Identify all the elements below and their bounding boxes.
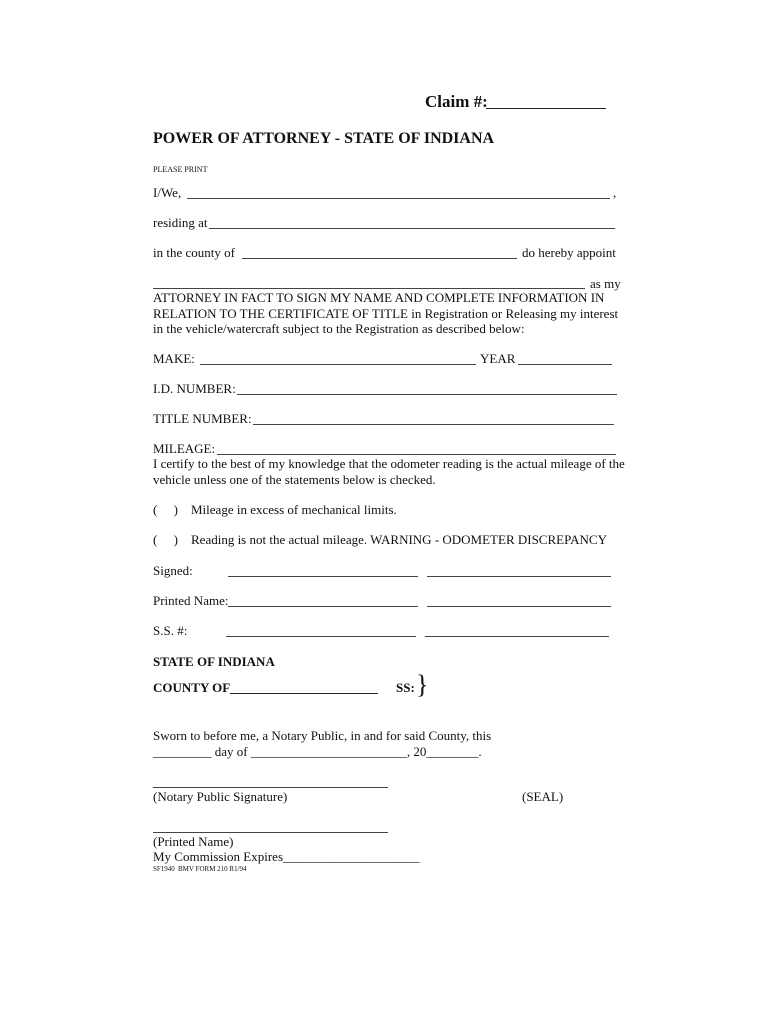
brace-mark: }	[416, 670, 429, 699]
check-text-not-actual: Reading is not the actual mileage. WARNING - ODOMETER DISCREPANCY	[191, 532, 607, 547]
state-of-indiana-heading: STATE OF INDIANA	[153, 654, 275, 669]
year-blank[interactable]: ________.	[426, 744, 482, 759]
printed-name-field-2[interactable]	[427, 606, 611, 607]
iwe-name-field[interactable]	[187, 198, 610, 199]
notary-printed-name-field[interactable]	[153, 832, 388, 833]
title-number-field[interactable]	[253, 424, 614, 425]
title-number-label: TITLE NUMBER:	[153, 411, 252, 426]
residence-field[interactable]	[209, 228, 615, 229]
ss-number-label: S.S. #:	[153, 623, 188, 638]
comma-20-label: , 20	[406, 744, 427, 759]
id-number-label: I.D. NUMBER:	[153, 381, 236, 396]
id-number-field[interactable]	[237, 394, 617, 395]
iwe-label: I/We,	[153, 185, 182, 200]
claim-label: Claim #:	[425, 92, 488, 111]
commission-expires-blank[interactable]: _____________________	[283, 849, 420, 864]
make-label: MAKE:	[153, 351, 195, 366]
certify-line-2: vehicle unless one of the statements below is checked.	[153, 471, 436, 487]
check-text-mileage-excess: Mileage in excess of mechanical limits.	[191, 502, 397, 517]
seal-label: (SEAL)	[522, 789, 564, 804]
form-code: SF1940	[153, 865, 175, 873]
attorney-line-3: in the vehicle/watercraft subject to the Registration as described below:	[153, 321, 525, 336]
form-name: BMV FORM 210 R1/94	[178, 865, 247, 873]
iwe-comma: ,	[613, 185, 617, 200]
signature-field-1[interactable]	[228, 576, 418, 577]
attorney-line-1: ATTORNEY IN FACT TO SIGN MY NAME AND COMPLETE INFORMATION IN	[153, 290, 605, 305]
year-label: YEAR	[480, 351, 516, 366]
form-title: POWER OF ATTORNEY - STATE OF INDIANA	[153, 130, 495, 147]
sworn-date-line	[153, 744, 482, 760]
county-field[interactable]	[242, 258, 517, 259]
signature-field-2[interactable]	[427, 576, 611, 577]
as-my-label: as my	[590, 276, 621, 291]
signed-label: Signed:	[153, 563, 193, 578]
notary-county-field[interactable]	[230, 693, 378, 694]
commission-expires-label: My Commission Expires	[153, 849, 284, 864]
please-print-note: PLEASE PRINT	[153, 165, 208, 174]
notary-signature-field[interactable]	[153, 787, 388, 788]
county-of-heading: COUNTY OF	[153, 680, 231, 695]
make-field[interactable]	[200, 364, 476, 365]
notary-signature-caption: (Notary Public Signature)	[153, 789, 288, 804]
printed-name-caption: (Printed Name)	[153, 834, 234, 849]
mileage-field[interactable]	[217, 454, 616, 455]
sworn-statement: Sworn to before me, a Notary Public, in and for said County, this	[153, 728, 492, 743]
ss-number-field-2[interactable]	[425, 636, 609, 637]
day-blank[interactable]: _________	[153, 744, 212, 759]
ss-label: SS:	[396, 680, 415, 695]
attorney-name-field[interactable]	[153, 288, 585, 289]
month-blank[interactable]: ________________________	[250, 744, 407, 759]
certify-line-1: I certify to the best of my knowledge that the odometer reading is the actual mileage of the	[153, 456, 625, 471]
county-of-label: in the county of	[153, 245, 235, 260]
printed-name-label: Printed Name:	[153, 593, 229, 608]
mileage-label: MILEAGE:	[153, 441, 216, 456]
year-field[interactable]	[518, 364, 612, 365]
commission-expires-line	[153, 849, 420, 865]
residing-at-label: residing at	[153, 215, 208, 230]
day-of-label: day of	[214, 744, 248, 759]
check-box-not-actual[interactable]: ( )	[153, 532, 178, 547]
certify-paragraph	[153, 456, 625, 487]
attorney-paragraph	[153, 290, 618, 337]
check-box-mileage-excess[interactable]: ( )	[153, 502, 178, 517]
appoint-label: do hereby appoint	[522, 245, 616, 260]
printed-name-field-1[interactable]	[228, 606, 418, 607]
claim-number-field[interactable]	[486, 108, 606, 109]
ss-number-field-1[interactable]	[226, 636, 416, 637]
attorney-line-2: RELATION TO THE CERTIFICATE OF TITLE in Registration or Releasing my interest	[153, 305, 619, 321]
